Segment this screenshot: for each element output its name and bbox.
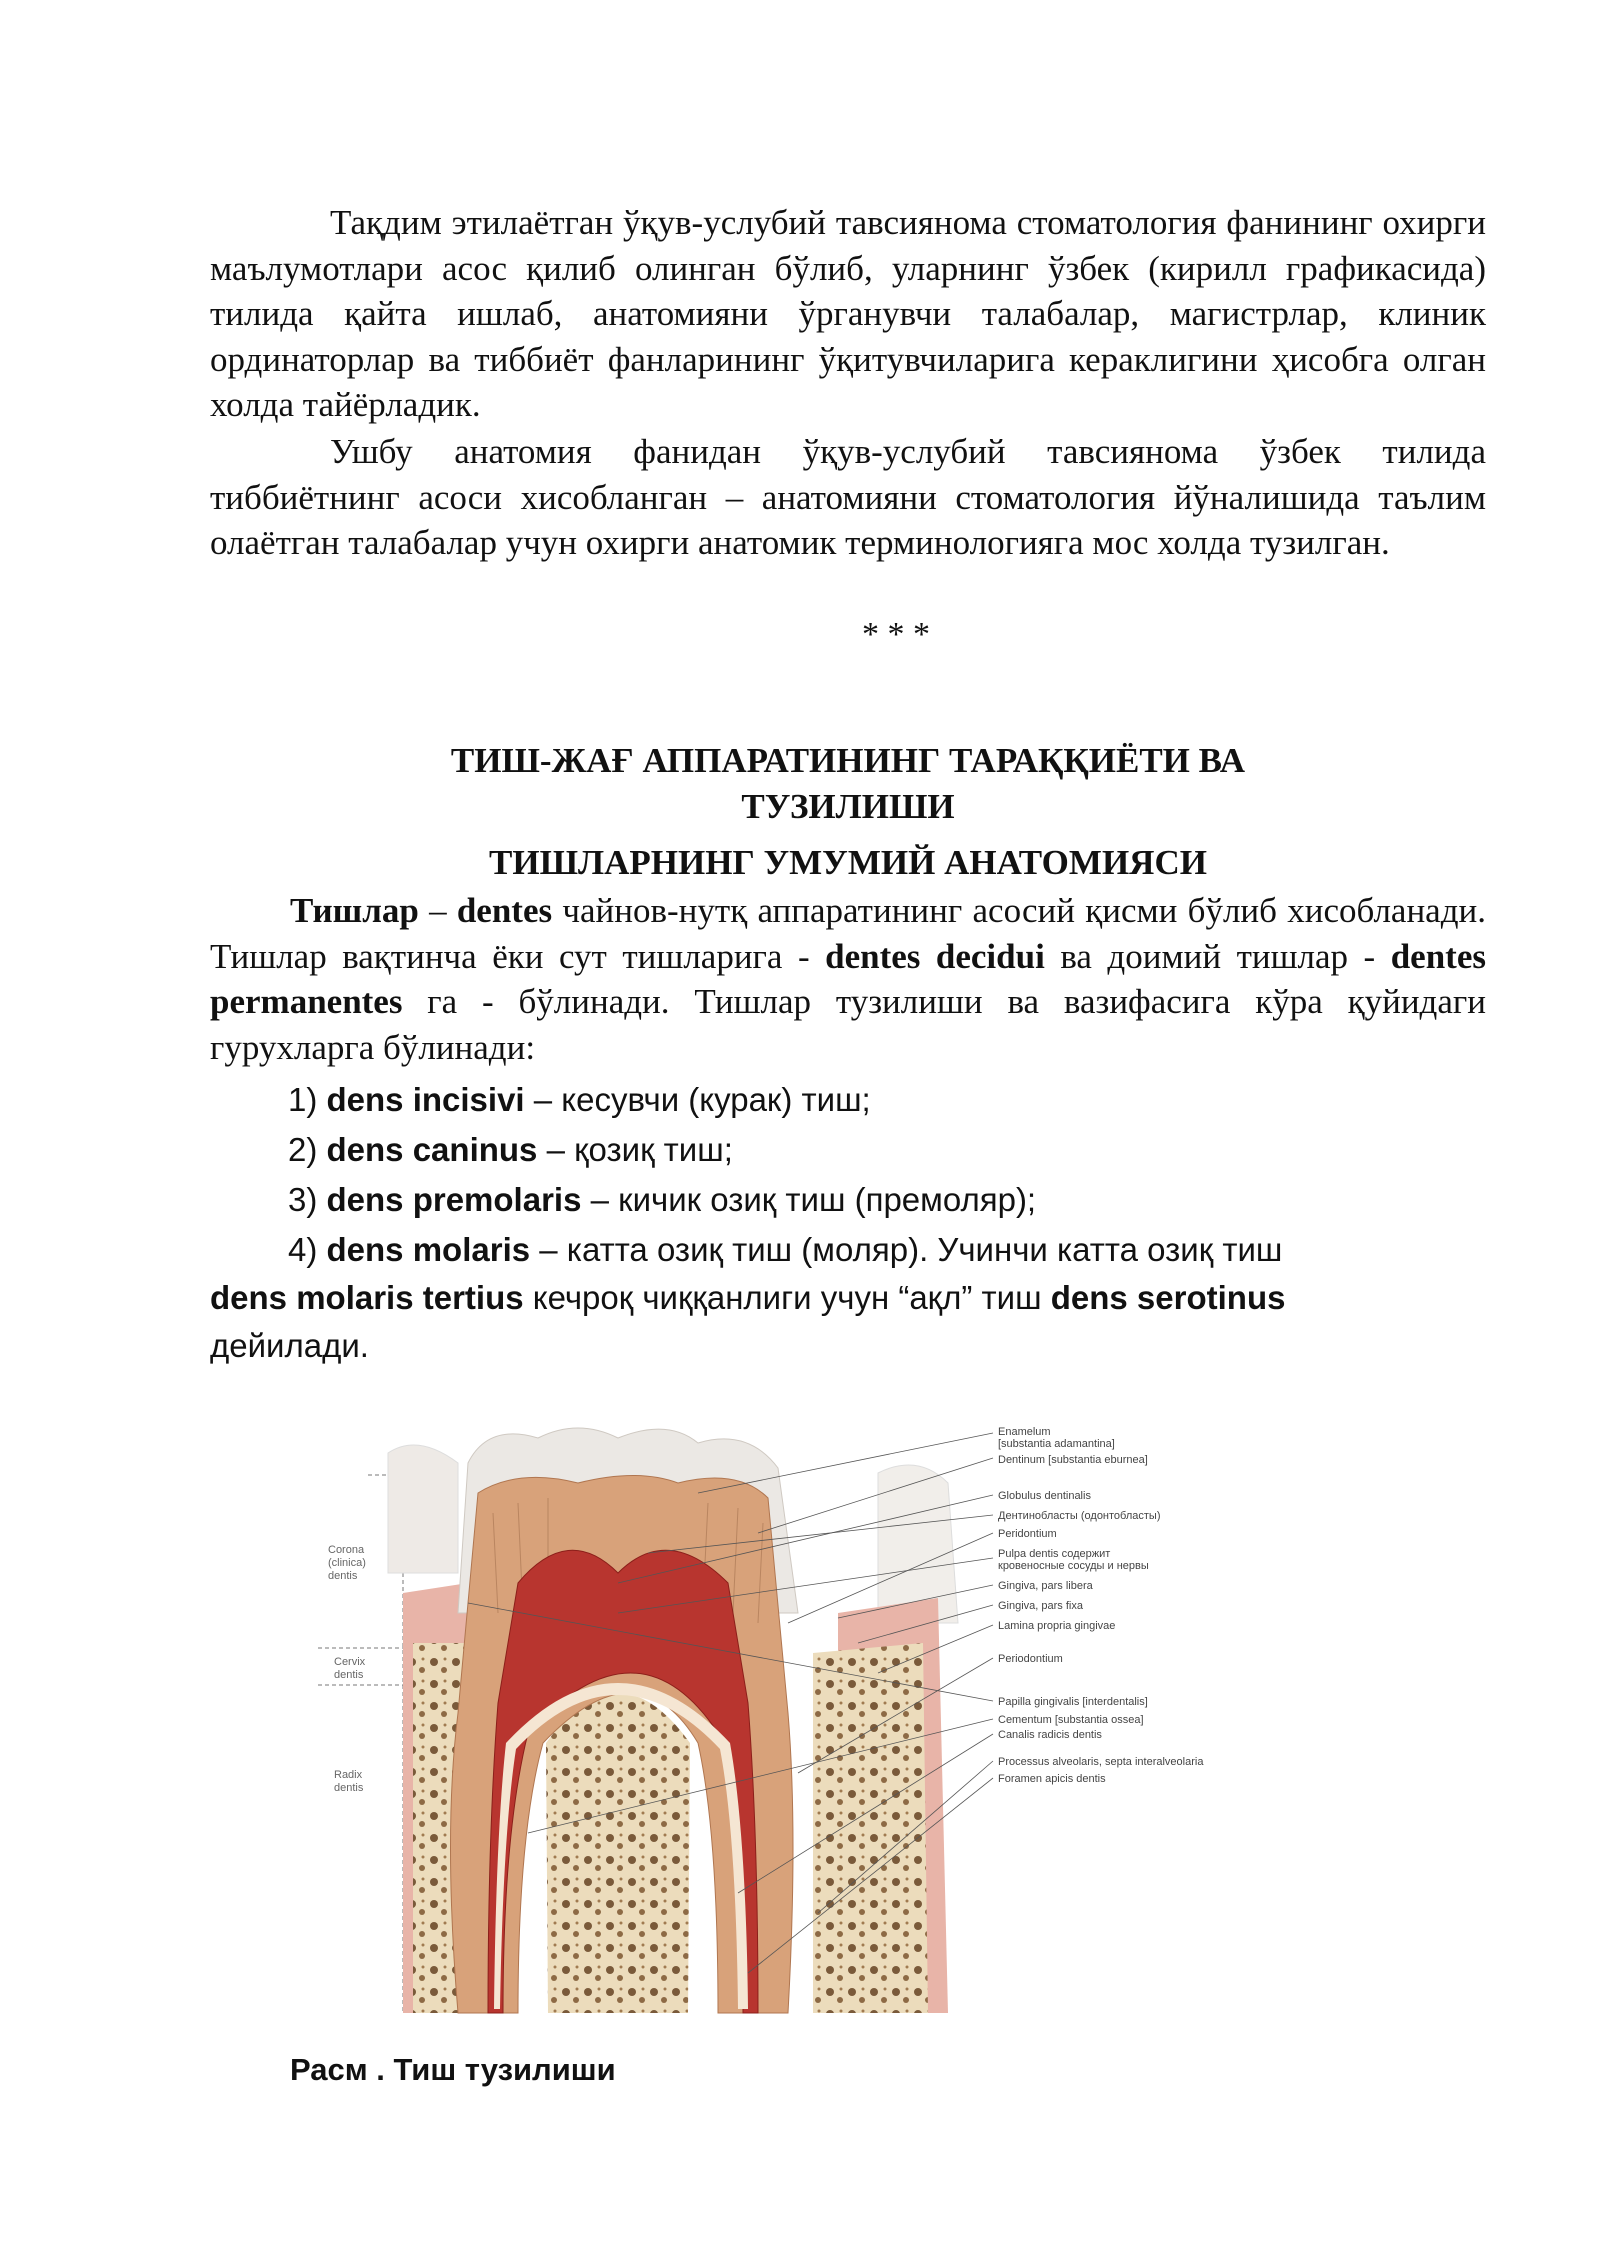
body-paragraph [210, 888, 1486, 1070]
figure-caption: Расм . Тиш тузилиши [290, 2052, 616, 2087]
chapter-heading-line-1: ТИШ-ЖАҒ АППАРАТИНИНГ ТАРАҚҚИЁТИ ВА [450, 741, 1246, 780]
list-item [210, 1076, 1486, 1124]
body-text-3: га - бўлинади. Тишлар тузилиши ва вазифасига кўра қуйидаги гурухларга бўлинади: [210, 982, 1486, 1067]
figure-labels [998, 1426, 1204, 1785]
dash: – [418, 891, 457, 930]
side-label-radix: Radix dentis [334, 1769, 364, 1794]
label-lamina-propria: Lamina propria gingivae [998, 1620, 1116, 1632]
list-number: 1) [288, 1081, 327, 1118]
list-term: dens premolaris [326, 1181, 582, 1218]
intro-paragraph-2-text: Ушбу анатомия фанидан ўқув-услубий тавсиянома ўзбек тилида тиббиётнинг асоси хисобланган – анатомияни стоматология йўналишида таълим олаётган талабалар учун охирги анатомик терминологияга мос холда тузилган. [210, 432, 1486, 562]
label-cementum: Cementum [substantia ossea] [998, 1714, 1144, 1726]
label-gingiva-libera: Gingiva, pars libera [998, 1580, 1093, 1592]
neighbour-tooth-right [878, 1465, 958, 1623]
label-foramen-apicis: Foramen apicis dentis [998, 1773, 1106, 1785]
label-periodontium: Periodontium [998, 1653, 1063, 1665]
term-dentes-decidui: dentes decidui [825, 936, 1045, 976]
list-continuation [210, 1274, 1486, 1322]
tooth-structure-figure [318, 1413, 1218, 2045]
list-number: 3) [288, 1181, 327, 1218]
label-globulus-dentinalis: Globulus dentinalis [998, 1490, 1091, 1502]
term-tishlar: Тишлар [290, 891, 419, 930]
label-gingiva-fixa: Gingiva, pars fixa [998, 1600, 1083, 1612]
side-label-cervix: Cervix dentis [334, 1656, 366, 1681]
label-pulpa-dentis: Pulpa dentis содержит [998, 1548, 1111, 1560]
label-pulpa-vessels: кровеносные сосуды и нервы [998, 1560, 1149, 1572]
intro-paragraph-1 [210, 200, 1486, 428]
list-item [210, 1226, 1486, 1274]
section-separator: * * * [862, 616, 930, 653]
intro-paragraph-1-text: Тақдим этилаётган ўқув-услубий тавсиянома стоматология фанининг охирги маълумотлари асос қилиб олинган бўлиб, уларнинг ўзбек (кирилл графикасида) тилида қайта ишлаб, анатомияни ўрганувчи талабалар, магистрлар, клиник ординаторлар ва тиббиёт фанларининг ўқитувчиларига кераклигини ҳисобга олган холда тайёрладик. [210, 203, 1486, 424]
chapter-heading-line-2: ТУЗИЛИШИ [741, 787, 955, 826]
list-description: – кесувчи (курак) тиш; [524, 1081, 871, 1118]
label-enamelum: Enamelum [998, 1426, 1051, 1438]
list-description: – катта озиқ тиш (моляр). Учинчи катта озиқ тиш [530, 1231, 1283, 1268]
label-processus-alveolaris: Processus alveolaris, septa interalveolaria [998, 1756, 1204, 1768]
list-number: 2) [288, 1131, 327, 1168]
body-text-1: чайнов-нутқ аппаратининг асосий қисми бўлиб хисобланади. Тишлар вақтинча ёки сут тишларига - [210, 891, 1486, 976]
intro-paragraph-2 [210, 429, 1486, 566]
label-substantia-adamantina: [substantia adamantina] [998, 1438, 1115, 1450]
list-item [210, 1176, 1486, 1224]
neighbour-tooth-left [388, 1445, 458, 1573]
label-canalis-radicis: Canalis radicis dentis [998, 1729, 1102, 1741]
list-number: 4) [288, 1231, 327, 1268]
term-dens-molaris-tertius: dens molaris tertius [210, 1279, 524, 1316]
body-text-2: ва доимий тишлар - [1044, 936, 1391, 976]
term-dens-serotinus: dens serotinus [1050, 1279, 1286, 1316]
interalveolar-septum [546, 1693, 690, 2013]
label-peridontium: Peridontium [998, 1528, 1057, 1540]
label-dentinoblasty: Дентинобласты (одонтобласты) [998, 1510, 1161, 1522]
list-continuation-end: дейилади. [210, 1327, 369, 1364]
side-label-corona: Corona (clinica) dentis [328, 1544, 366, 1582]
list-term: dens caninus [326, 1131, 538, 1168]
label-dentinum: Dentinum [substantia eburnea] [998, 1454, 1148, 1466]
term-dentes-permanentes: dentes permanentes [210, 936, 1486, 1021]
term-dentes: dentes [456, 891, 553, 930]
list-term: dens incisivi [326, 1081, 525, 1118]
section-heading: ТИШЛАРНИНГ УМУМИЙ АНАТОМИЯСИ [489, 843, 1207, 882]
list-item [210, 1126, 1486, 1174]
label-papilla-gingivalis: Papilla gingivalis [interdentalis] [998, 1696, 1148, 1708]
tooth-type-list [210, 1076, 1486, 1370]
list-description: – кичик озиқ тиш (премоляр); [581, 1181, 1037, 1218]
list-description: – қозиқ тиш; [537, 1131, 733, 1168]
list-term: dens molaris [326, 1231, 531, 1268]
continuation-text: кечроқ чиққанлиги учун “ақл” тиш [523, 1279, 1051, 1316]
